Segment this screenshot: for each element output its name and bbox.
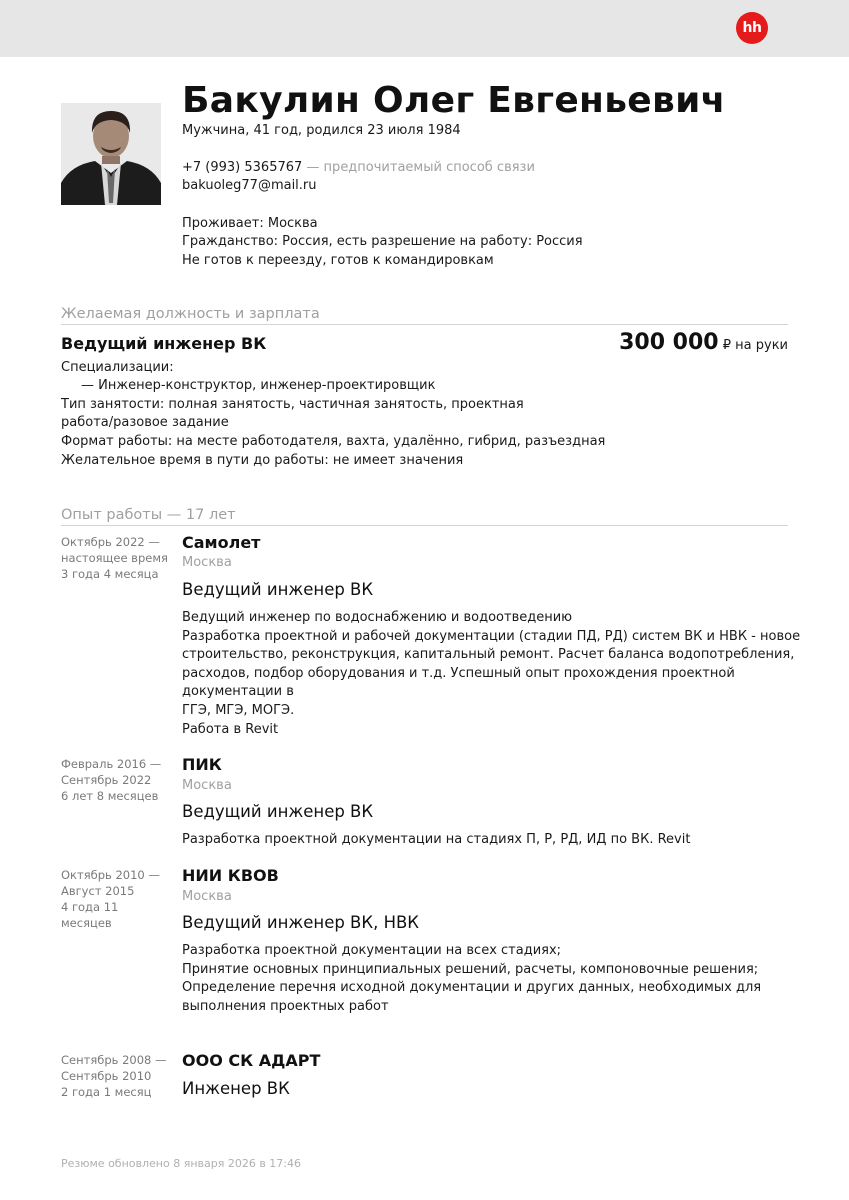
candidate-name: Бакулин Олег Евгеньевич [182, 80, 726, 121]
job-dates: Октябрь 2022 — настоящее время 3 года 4 месяца [61, 535, 168, 581]
experience-section-title: Опыт работы — 17 лет [61, 507, 236, 523]
job-role: Ведущий инженер ВК, НВК [182, 913, 420, 932]
section-divider [61, 525, 788, 526]
relocation: Не готов к переезду, готов к командировкам [182, 253, 494, 268]
commute-time: Желательное время в пути до работы: не имеет значения [61, 453, 464, 468]
job-role: Ведущий инженер ВК [182, 802, 374, 821]
company-name: ООО СК АДАРТ [182, 1051, 321, 1070]
profile-photo [61, 103, 161, 205]
job-description: Разработка проектной документации на стадиях П, Р, РД, ИД по ВК. Revit [182, 832, 691, 847]
job-description: Разработка проектной документации на всех стадиях; Принятие основных принципиальных решений, расчеты, компоновочные решения; Определение перечня исходной документации и других данных, необходимых для выполнения проектных работ [182, 943, 762, 1014]
company-city: Москва [182, 889, 232, 904]
company-name: НИИ КВОВ [182, 866, 279, 885]
citizenship: Гражданство: Россия, есть разрешение на работу: Россия [182, 234, 583, 249]
salary-amount: 300 000 [619, 330, 719, 355]
position-section-title: Желаемая должность и зарплата [61, 306, 320, 322]
company-city: Москва [182, 555, 232, 570]
work-format: Формат работы: на месте работодателя, вахта, удалённо, гибрид, разъездная [61, 434, 606, 449]
employment-type-line1: Тип занятости: полная занятость, частичная занятость, проектная [61, 397, 524, 412]
phone-row [182, 160, 535, 175]
job-role: Ведущий инженер ВК [182, 580, 374, 599]
company-city: Москва [182, 778, 232, 793]
company-name: Самолет [182, 533, 261, 552]
job-dates: Сентябрь 2008 — Сентябрь 2010 2 года 1 месяц [61, 1053, 167, 1099]
employment-type-line2: работа/разовое задание [61, 415, 229, 430]
specializations-label: Специализации: [61, 360, 174, 375]
company-name: ПИК [182, 755, 222, 774]
job-description: Ведущий инженер по водоснабжению и водоотведению Разработка проектной и рабочей документации (стадии ПД, РД) систем ВК и НВК - новое строительство, реконструкция, капитальный ремонт. Расчет баланса водопотребления, расходов, подбор оборудования и т.д. Успешный опыт прохождения проектной документации в ГГЭ, МГЭ, МОГЭ. Работа в Revit [182, 610, 801, 737]
top-bar [0, 0, 849, 57]
job-dates: Октябрь 2010 — Август 2015 4 года 11 месяцев [61, 868, 160, 930]
salary-suffix: ₽ на руки [718, 338, 788, 353]
phone-number[interactable]: +7 (993) 5365767 [182, 160, 303, 175]
residence: Проживает: Москва [182, 216, 318, 231]
phone-note: — предпочитаемый способ связи [302, 160, 535, 175]
resume-updated: Резюме обновлено 8 января 2026 в 17:46 [61, 1157, 302, 1170]
hh-logo[interactable]: hh [736, 12, 768, 44]
position-title: Ведущий инженер ВК [61, 334, 267, 353]
specialization-item: — Инженер-конструктор, инженер-проектировщик [81, 378, 436, 393]
email-link[interactable]: bakuoleg77@mail.ru [182, 178, 317, 193]
candidate-summary: Мужчина, 41 год, родился 23 июля 1984 [182, 123, 461, 138]
job-role: Инженер ВК [182, 1079, 290, 1098]
section-divider [61, 324, 788, 325]
job-dates: Февраль 2016 — Сентябрь 2022 6 лет 8 месяцев [61, 757, 162, 803]
salary [619, 330, 788, 355]
